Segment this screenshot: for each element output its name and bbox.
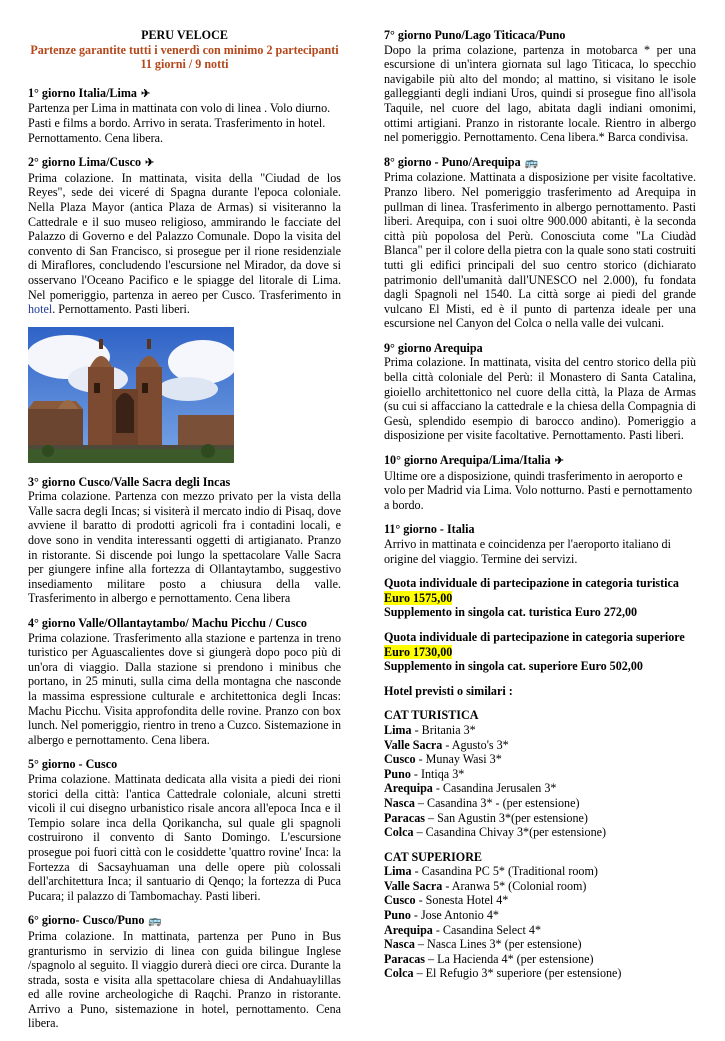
day-11-text: Arrivo in mattinata e coincidenza per l'aeroporto italiano di origine del viaggio. Termine dei servizi.: [384, 537, 671, 566]
day-4: [28, 616, 341, 747]
pricing-superiore: [384, 630, 696, 674]
hotel-separator: –: [414, 937, 427, 952]
hotel-name: Jose Antonio 4*: [420, 908, 499, 923]
hotels-heading: Hotel previsti o similari :: [384, 683, 513, 698]
day-6: [28, 913, 341, 1031]
day-5-title: 5° giorno - Cusco: [28, 757, 118, 772]
bus-icon: 🚌: [524, 156, 539, 169]
day-3-text: Prima colazione. Partenza con mezzo privato per la vista della Valle sacra degli Incas; si visiterà il mercato indio di Pisaq, dove avviene il baratto di prodotti agricoli fra i contadini locali, e dove sono in vendita interessanti oggetti di artigianato. Pranzo in ristorante. Si discende poi lungo la spettacolare Valle Sacra per giungere infine alla fortezza di Ollantaytambo, suggestivo insediamento militare posto a chiusura della valle. Trasferimento in albergo e pernottamento. Cena libera: [28, 489, 341, 606]
hotel-item: [384, 796, 696, 811]
price-tur-value: Euro 1575,00: [384, 590, 453, 605]
hotel-item: [384, 781, 696, 796]
day-4-text: Prima colazione. Trasferimento alla stazione e partenza in treno turistico per Aguascalientes dove si giungerà dopo poco più di un'ora di viaggio. Dalla stazione si prendono i minibus che portano, in 25 minuti, sulla cima della montagna che nasconde la massima espressione culturale e architettonica degli Incas: Machu Picchu. Visita approfondita delle rovine. Pranzo con box lunch. Nel pomeriggio, rientro in treno a Cuzco. Sistemazione in albergo e pernottamento. Cena libera.: [28, 630, 342, 747]
day-11: [384, 522, 696, 566]
hotel-item: [384, 752, 696, 767]
hotel-separator: –: [414, 795, 427, 810]
cusco-church-photo: [28, 327, 234, 463]
hotel-city: Cusco: [384, 893, 416, 908]
airplane-icon: ✈: [145, 157, 155, 170]
hotel-city: Colca: [384, 825, 414, 840]
price-tur-supplement: Supplemento in singola cat. turistica Euro 272,00: [384, 605, 638, 620]
hotel-city: Arequipa: [384, 922, 433, 937]
hotel-item: [384, 952, 696, 967]
day-9-text: Prima colazione. In mattinata, visita del centro storico della più bella città coloniale del Perù: il Monastero di Santa Catalina, gioiello architettonico nel cuore della città, la Plaza de Armas (su cui si affacciano la cattedrale e la chiesa della Compagnia di Gesù, splendido esempio di barocco andino). Pomeriggio a disposizione per visite facoltative. Pernottamento. Pasti liberi.: [384, 355, 696, 443]
hotel-separator: -: [410, 766, 421, 781]
left-column: [28, 28, 341, 1041]
day-10-title: 10° giorno Arequipa/Lima/Italia ✈: [384, 453, 564, 468]
hotel-city: Lima: [384, 864, 412, 879]
bus-icon: 🚌: [148, 915, 163, 928]
day-8-text: Prima colazione. Mattinata a disposizione per visite facoltative. Pranzo libero. Nel pomeriggio trasferimento ad Arequipa in pullman di linea. Trasferimento in albergo pernottamento. Pasti liberi. Arequipa, con i suoi oltre 900.000 abitanti, è la seconda città più popolosa del Perù. Conosciuta come "La Ciudàd Blanca" per il colore della pietra con la quale sono stati costruiti tutti gli edifici principali del suo centro storico (dichiarato patrimonio dell'umanità dall'UNESCO nel 2.000), fu fondata dagli Spagnoli nel 1540. La città sorge ai piedi del grande vulcano El Misti, ed è il punto di partenza ideale per una escursione nel Canyon del Colca o nella valle dei vulcani.: [384, 170, 696, 331]
hotel-item: [384, 811, 696, 826]
hotel-name: Munay Wasi 3*: [425, 752, 502, 767]
hotel-item: [384, 908, 696, 923]
day-3-title: 3° giorno Cusco/Valle Sacra degli Incas: [28, 474, 231, 489]
hotel-city: Cusco: [384, 752, 416, 767]
hotel-item: [384, 966, 696, 981]
price-tur-label: Quota individuale di partecipazione in categoria turistica: [384, 576, 679, 591]
hotel-item: [384, 738, 696, 753]
day-5-text: Prima colazione. Mattinata dedicata alla visita a piedi dei rioni storici della città: l'antica Cattedrale coloniale, alcuni stretti vicoli il cui disegno urbanistico risale ancora all'epoca Inca e il Tempio solare inca della Qorikancha, sul quale gli spagnoli costruirono il convento di Santo Domingo. L'escursione prosegue poi fuori città con le cosiddette 'quattro rovine' Inca: la Fortezza di Sacsayhuaman una delle opere più colossali dell'architettura Inca; il santuario di Qenqo; la fortezza di Puca Pucara; il palazzo di Tambomachay. Pasti liberi.: [28, 771, 341, 903]
hotel-name: Casandina 3* - (per estensione): [427, 795, 580, 810]
day-9-title: 9° giorno Arequipa: [384, 340, 483, 355]
document-title: PERU VELOCE: [141, 28, 228, 42]
airplane-icon: ✈: [140, 87, 151, 100]
day-8: [384, 155, 696, 331]
day-1: [28, 86, 341, 145]
day-2: [28, 155, 341, 317]
price-sup-supplement: Supplemento in singola cat. superiore Euro 502,00: [384, 659, 643, 674]
hotel-item: [384, 893, 696, 908]
hotels-turistica: [384, 708, 696, 839]
hotel-separator: -: [442, 878, 452, 893]
hotel-city: Paracas: [384, 951, 425, 966]
hotels-superiore: [384, 850, 696, 981]
hotel-city: Nasca: [384, 795, 415, 810]
subtitle-duration: 11 giorni / 9 notti: [140, 57, 229, 72]
hotel-name: Agusto's 3*: [451, 737, 509, 752]
right-column: [384, 28, 696, 991]
hotel-city: Puno: [384, 908, 411, 923]
hotel-separator: -: [415, 752, 426, 767]
hotel-name: Casandina Jerusalen 3*: [442, 781, 557, 796]
day-8-title: 8° giorno - Puno/Arequipa 🚌: [384, 154, 539, 169]
hotel-separator: -: [410, 908, 421, 923]
hotel-separator: -: [415, 893, 426, 908]
hotel-separator: -: [432, 781, 443, 796]
subtitle-departures: Partenze garantite tutti i venerdì con minimo 2 partecipanti: [30, 42, 339, 57]
cat-turistica-title: CAT TURISTICA: [384, 708, 479, 723]
hotel-separator: –: [413, 966, 426, 981]
day-1-text: Partenza per Lima in mattinata con volo di linea . Volo diurno. Pasti e films a bordo. Arrivo in serata. Trasferimento in hotel. Pernottamento. Cena libera.: [28, 101, 331, 145]
hotel-separator: –: [424, 951, 438, 966]
hotel-city: Arequipa: [384, 781, 433, 796]
hotel-city: Puno: [384, 766, 411, 781]
day-7-text: Dopo la prima colazione, partenza in motobarca * per una escursione di un'intera giornata sul lago Titicaca, lo specchio navigabile più alto del mondo; al mattino, si visitano le isole galleggianti degli indiani Uros, quindi si prosegue fino all'isola Taquile, nel cuore del lago, abitata dagli indiani omonimi, ottimi artigiani. Pranzo in ristorante locale. Rientro in albergo nel pomeriggio. Pernottamento. Cena libera.* Barca condivisa.: [384, 42, 696, 145]
hotel-name: Intiqa 3*: [420, 766, 465, 781]
day-1-title: 1° giorno Italia/Lima ✈: [28, 85, 151, 100]
day-7: [384, 28, 696, 145]
hotel-separator: -: [411, 864, 422, 879]
hotel-city: Valle Sacra: [384, 737, 443, 752]
hotel-item: [384, 937, 696, 952]
hotel-item: [384, 864, 696, 879]
hotel-name: San Agustin 3*(per estensione): [437, 810, 588, 825]
hotel-city: Nasca: [384, 937, 415, 952]
hotel-item: [384, 923, 696, 938]
hotel-link[interactable]: hotel: [28, 302, 53, 317]
hotel-item: [384, 879, 696, 894]
hotel-separator: –: [424, 810, 438, 825]
hotel-name: El Refugio 3* superiore (per estensione): [425, 966, 622, 981]
price-sup-value: Euro 1730,00: [384, 644, 453, 659]
day-2-title: 2° giorno Lima/Cusco ✈: [28, 155, 155, 170]
day-2-text: Prima colazione. In mattinata, visita della "Ciudad de los Reyes", sede dei viceré di Spagna durante l'epoca coloniale. Nella Plaza Mayor (antica Plaza de Armas) si visiteranno la Cattedrale e il suo museo religioso, ammirando le facciate del Palazzo di Governo e del Palazzo Comunale. Dopo la visita del convento di San Francisco, si prosegue per il rione residenziale di Miraflores, concludendo l'escursione nel Mirador, da dove si osservano l'Oceano Pacifico e le spiagge del litorale di Lima. Nel pomeriggio, partenza in aereo per Cusco. Trasferimento in hotel. Pernottamento. Pasti liberi.: [28, 170, 341, 317]
hotel-name: Casandina Select 4*: [442, 922, 541, 937]
day-10: [384, 453, 696, 512]
day-7-title: 7° giorno Puno/Lago Titicaca/Puno: [384, 28, 566, 42]
hotel-separator: –: [413, 825, 426, 840]
cat-superiore-title: CAT SUPERIORE: [384, 849, 483, 864]
hotel-list-turistica: [384, 723, 696, 840]
hotel-name: Britania 3*: [421, 722, 476, 737]
day-11-title: 11° giorno - Italia: [384, 522, 475, 537]
hotel-name: La Hacienda 4* (per estensione): [437, 951, 594, 966]
hotel-city: Paracas: [384, 810, 425, 825]
hotel-city: Lima: [384, 722, 412, 737]
price-sup-label: Quota individuale di partecipazione in categoria superiore: [384, 629, 685, 644]
day-4-title: 4° giorno Valle/Ollantaytambo/ Machu Picchu / Cusco: [28, 616, 307, 631]
hotel-item: [384, 723, 696, 738]
day-5: [28, 757, 341, 903]
hotel-name: Sonesta Hotel 4*: [425, 893, 509, 908]
day-6-title: 6° giorno- Cusco/Puno 🚌: [28, 913, 163, 928]
hotel-name: Casandina PC 5* (Traditional room): [421, 864, 598, 879]
day-9: [384, 341, 696, 443]
day-6-text: Prima colazione. In mattinata, partenza per Puno in Bus granturismo in servizio di linea con guida bilingue Inglese /spagnolo al seguito. Il viaggio durerà dieci ore circa. Durante la strada, sosta e visita alla spettacolare chiesa di Andahuaylillas ed alle rovine archeologiche di Raqchi. Pranzo in ristorante. Arrivo a Puno, sistemazione in hotel, pernottamento. Cena libera.: [28, 928, 341, 1031]
hotel-separator: -: [411, 722, 422, 737]
hotel-name: Aranwa 5* (Colonial room): [451, 878, 587, 893]
day-10-text: Ultime ore a disposizione, quindi trasferimento in aeroporto e volo per Madrid via Lima. Volo notturno. Pasti e pernottamento a bordo.: [384, 468, 693, 512]
hotel-city: Colca: [384, 966, 414, 981]
hotel-name: Casandina Chivay 3*(per estensione): [425, 825, 607, 840]
hotel-separator: -: [442, 737, 452, 752]
pricing-turistica: [384, 576, 696, 620]
day-3: [28, 475, 341, 606]
hotel-list-superiore: [384, 864, 696, 981]
hotel-separator: -: [432, 922, 443, 937]
airplane-icon: ✈: [554, 455, 564, 468]
hotel-city: Valle Sacra: [384, 878, 443, 893]
hotel-item: [384, 767, 696, 782]
hotel-item: [384, 825, 696, 840]
hotel-name: Nasca Lines 3* (per estensione): [427, 937, 582, 952]
